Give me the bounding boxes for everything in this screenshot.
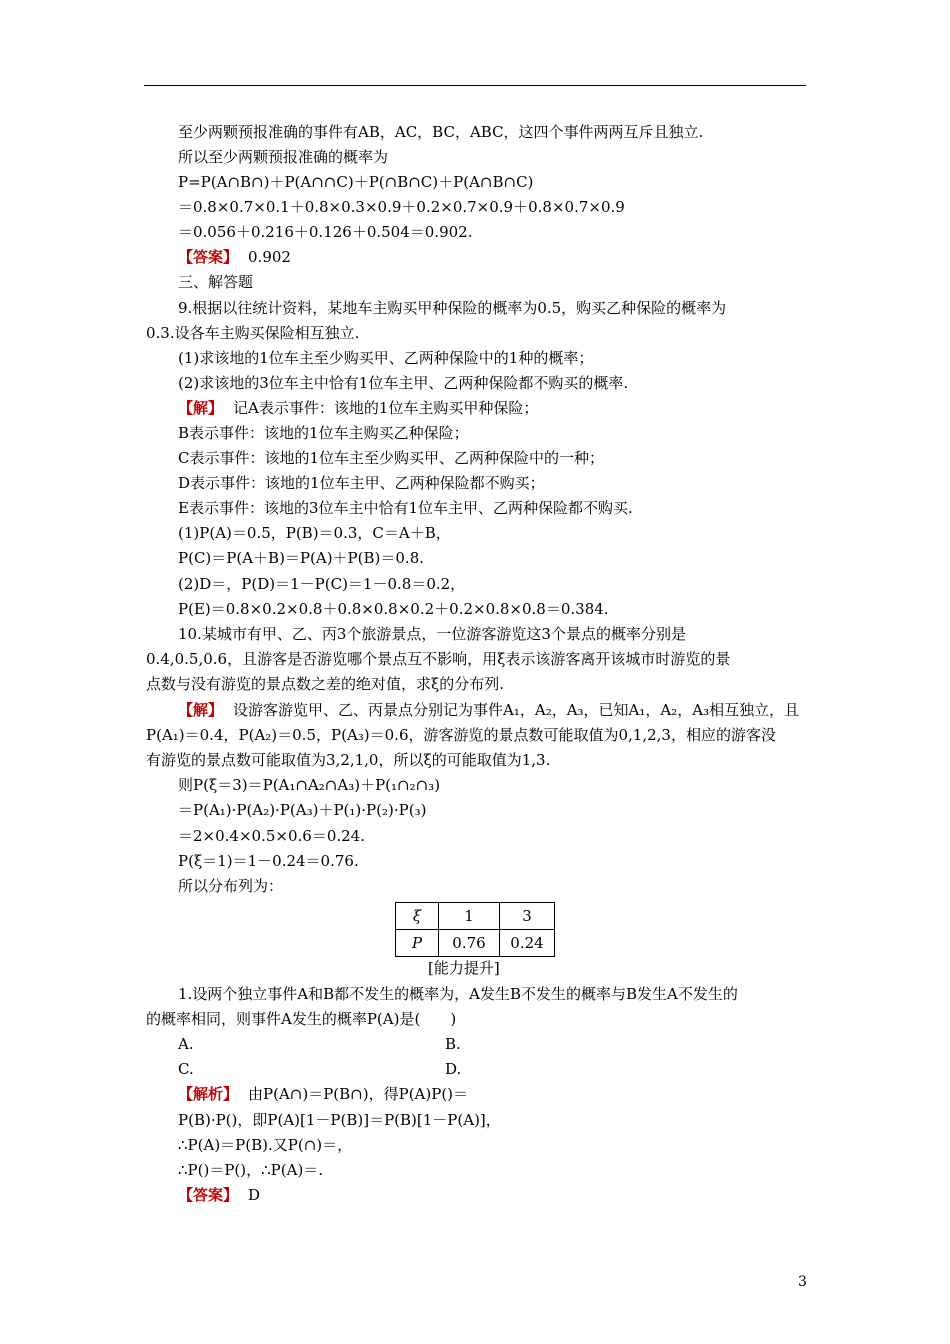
analysis-line [178,1084,468,1104]
table-cell: 1 [439,903,500,930]
solution-text: 设游客游览甲、乙、丙景点分别记为事件A₁，A₂，A₃，已知A₁，A₂，A₃相互独立，且 [233,701,800,719]
table-cell: 3 [500,903,555,930]
text-line: P(C)＝P(A＋B)＝P(A)＋P(B)＝0.8. [178,549,424,567]
section-heading: 三、解答题 [178,273,254,291]
option-c: C. [178,1060,194,1078]
text-line: ＝0.8×0.7×0.1＋0.8×0.3×0.9＋0.2×0.7×0.9＋0.8×0.7×0.9 [178,198,625,216]
text-line: (2)求该地的3位车主中恰有1位车主甲、乙两种保险都不购买的概率. [178,374,629,392]
text-line: 9.根据以往统计资料，某地车主购买甲种保险的概率为0.5，购买乙种保险的概率为 [178,299,727,317]
table-cell: 0.24 [500,930,555,957]
solution-line [178,398,538,418]
text-line: ＝0.056＋0.216＋0.126＋0.504＝0.902. [178,223,473,241]
text-line: ∴P(A)＝P(B).又P(∩)＝， [178,1136,353,1154]
option-d: D. [445,1060,462,1078]
text-line: 所以分布列为： [178,877,284,895]
text-line: 1.设两个独立事件A和B都不发生的概率为，A发生B不发生的概率与B发生A不发生的 [178,985,738,1003]
text-line: 0.3.设各车主购买保险相互独立. [146,324,360,342]
answer-tag: 【答案】 [178,1186,239,1204]
table-row [396,903,555,930]
text-line: D表示事件：该地的1位车主甲、乙两种保险都不购买； [178,474,545,492]
text-line: (1)P(A)＝0.5，P(B)＝0.3，C＝A＋B， [178,524,451,542]
text-line: 点数与没有游览的景点数之差的绝对值，求ξ的分布列. [146,675,505,693]
text-line: B表示事件：该地的1位车主购买乙种保险； [178,424,469,442]
text-line: E表示事件：该地的3位车主中恰有1位车主甲、乙两种保险都不购买. [178,499,633,517]
text-line: 的概率相同，则事件A发生的概率P(A)是( ) [146,1010,457,1028]
text-line: (1)求该地的1位车主至少购买甲、乙两种保险中的1种的概率； [178,349,594,367]
text-line: P(B)·P()，即P(A)[1－P(B)]＝P(B)[1－P(A)]， [178,1111,501,1129]
header-rule [144,85,806,86]
text-line: 则P(ξ＝3)＝P(A₁∩A₂∩A₃)＋P(₁∩₂∩₃) [178,776,441,794]
text-line: ＝2×0.4×0.5×0.6＝0.24. [178,827,365,845]
solution-text: 记A表示事件：该地的1位车主购买甲种保险； [233,399,539,417]
page-number: 3 [798,1274,807,1290]
answer-value: D [248,1186,261,1204]
table-row [396,930,555,957]
option-b: B. [445,1035,461,1053]
solution-tag: 【解】 [178,399,224,417]
answer-line [178,247,291,267]
text-line: C表示事件：该地的1位车主至少购买甲、乙两种保险中的一种； [178,449,605,467]
text-line: P=P(A∩B∩)＋P(A∩∩C)＋P(∩B∩C)＋P(A∩B∩C) [178,173,534,191]
text-line: P(A₁)＝0.4，P(A₂)＝0.5，P(A₃)＝0.6，游客游览的景点数可能取值为0,1,2,3，相应的游客没 [146,726,776,744]
section-title: [能力提升] [428,959,500,977]
answer-value: 0.902 [248,248,291,266]
text-line: 10.某城市有甲、乙、丙3个旅游景点，一位游客游览这3个景点的概率分别是 [178,625,686,643]
table-cell: P [396,930,439,957]
text-line: P(E)＝0.8×0.2×0.8＋0.8×0.8×0.2＋0.2×0.8×0.8＝0.384. [178,600,609,618]
table-cell: 0.76 [439,930,500,957]
answer-tag: 【答案】 [178,248,239,266]
analysis-text: 由P(A∩)＝P(B∩)，得P(A)P()＝ [248,1085,469,1103]
solution-tag: 【解】 [178,701,224,719]
text-line: 至少两颗预报准确的事件有AB，AC，BC，ABC，这四个事件两两互斥且独立. [178,123,704,141]
distribution-table [395,902,555,957]
table-cell: ξ [396,903,439,930]
answer-line [178,1185,260,1205]
solution-line [178,700,799,720]
text-line: 所以至少两颗预报准确的概率为 [178,148,389,166]
text-line: (2)D＝，P(D)＝1－P(C)＝1－0.8＝0.2， [178,575,466,593]
text-line: ＝P(A₁)·P(A₂)·P(A₃)＋P(₁)·P(₂)·P(₃) [178,801,427,819]
text-line: 有游览的景点数可能取值为3,2,1,0，所以ξ的可能取值为1,3. [146,751,551,769]
text-line: 0.4,0.5,0.6，且游客是否游览哪个景点互不影响，用ξ表示该游客离开该城市时游览的景 [146,650,731,668]
text-line: ∴P()＝P()，∴P(A)＝. [178,1161,324,1179]
analysis-tag: 【解析】 [178,1085,239,1103]
text-line: P(ξ＝1)＝1－0.24＝0.76. [178,852,359,870]
option-a: A. [178,1035,194,1053]
